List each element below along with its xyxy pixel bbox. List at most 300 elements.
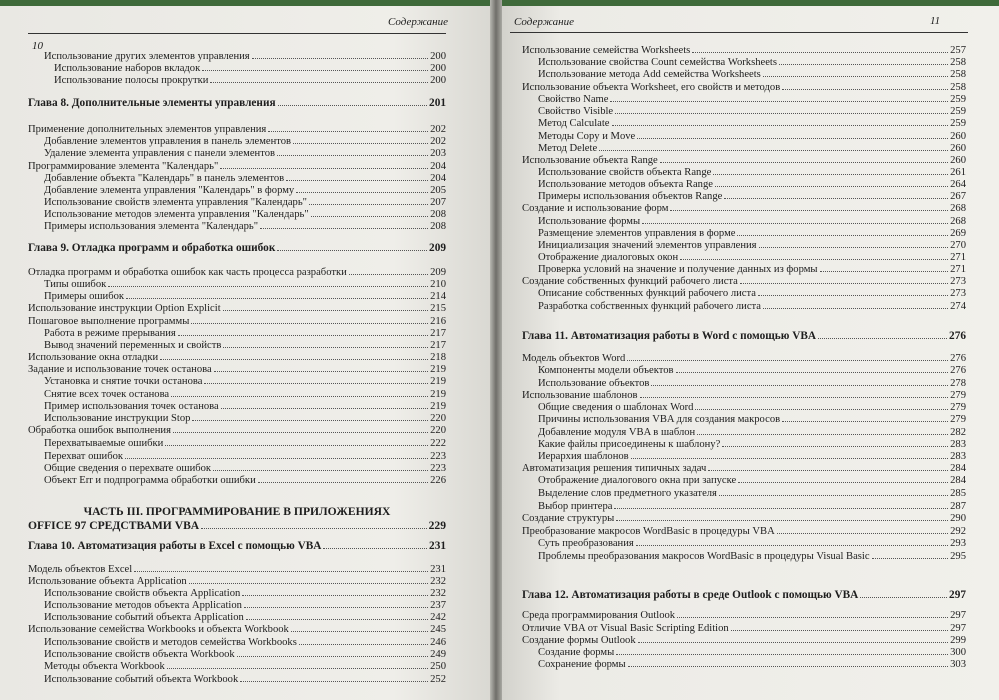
entry-page-number: 219 bbox=[430, 364, 446, 375]
toc-entry bbox=[522, 68, 966, 81]
page-number: 10 bbox=[32, 40, 43, 52]
entry-title: Использование событий объекта Application bbox=[44, 612, 244, 623]
entry-title: Отображение диалогового окна при запуске bbox=[538, 475, 737, 486]
dot-leader bbox=[252, 58, 428, 59]
dot-leader bbox=[724, 198, 948, 199]
entry-page-number: 284 bbox=[950, 463, 966, 474]
entry-page-number: 279 bbox=[950, 390, 966, 401]
entry-page-number: 249 bbox=[430, 649, 446, 660]
toc-entry bbox=[28, 660, 446, 673]
entry-page-number: 285 bbox=[950, 488, 966, 499]
dot-leader bbox=[277, 250, 427, 251]
dot-leader bbox=[782, 89, 948, 90]
entry-title: Создание формы Outlook bbox=[522, 635, 636, 646]
entry-page-number: 300 bbox=[950, 647, 966, 658]
dot-leader bbox=[616, 520, 948, 521]
entry-title: Использование свойств объекта Workbook bbox=[44, 649, 235, 660]
entry-title: Пример использования точек останова bbox=[44, 401, 219, 412]
dot-leader bbox=[171, 396, 428, 397]
dot-leader bbox=[108, 286, 428, 287]
dot-leader bbox=[731, 630, 948, 631]
entry-page-number: 231 bbox=[429, 540, 446, 552]
entry-title: Использование формы bbox=[538, 216, 641, 227]
entry-title: Глава 8. Дополнительные элементы управления bbox=[28, 97, 276, 109]
entry-page-number: 200 bbox=[430, 51, 446, 62]
entry-page-number: 297 bbox=[950, 610, 966, 621]
entry-title: Использование методов объекта Application bbox=[44, 600, 242, 611]
entry-title: Удаление элемента управления с панели элементов bbox=[44, 148, 275, 159]
entry-title: Проблемы преобразования макросов WordBasic в процедуры Visual Basic bbox=[538, 551, 870, 562]
entry-page-number: 273 bbox=[950, 276, 966, 287]
dot-leader bbox=[244, 607, 428, 608]
book-gutter bbox=[490, 0, 502, 700]
entry-page-number: 261 bbox=[950, 167, 966, 178]
entry-title: Перехват ошибок bbox=[44, 451, 124, 462]
dot-leader bbox=[637, 138, 948, 139]
dot-leader bbox=[677, 617, 948, 618]
entry-page-number: 220 bbox=[430, 413, 446, 424]
entry-page-number: 205 bbox=[430, 185, 446, 196]
toc-chapter-entry bbox=[28, 540, 446, 553]
dot-leader bbox=[125, 458, 428, 459]
entry-page-number: 268 bbox=[950, 203, 966, 214]
entry-title: Работа в режиме прерывания bbox=[44, 328, 176, 339]
entry-title: Преобразование макросов WordBasic в процедуры VBA bbox=[522, 526, 775, 537]
entry-page-number: 270 bbox=[950, 240, 966, 251]
entry-page-number: 215 bbox=[430, 303, 446, 314]
entry-page-number: 295 bbox=[950, 551, 966, 562]
toc-entry bbox=[522, 364, 966, 377]
entry-title: Перехватываемые ошибки bbox=[44, 438, 164, 449]
dot-leader bbox=[178, 335, 428, 336]
entry-title: Сохранение формы bbox=[538, 659, 626, 670]
entry-title: Автоматизация решения типичных задач bbox=[522, 463, 707, 474]
toc-entry bbox=[522, 287, 966, 300]
entry-page-number: 297 bbox=[950, 623, 966, 634]
dot-leader bbox=[763, 76, 948, 77]
dot-leader bbox=[610, 101, 948, 102]
dot-leader bbox=[192, 420, 428, 421]
dot-leader bbox=[695, 409, 948, 410]
toc-entry bbox=[28, 673, 446, 686]
entry-page-number: 258 bbox=[950, 69, 966, 80]
entry-title: Причины использования VBA для создания макросов bbox=[538, 414, 781, 425]
entry-title: Использование окна отладки bbox=[28, 352, 159, 363]
entry-title: Использование полосы прокрутки bbox=[54, 75, 209, 86]
toc-entry bbox=[28, 424, 446, 437]
entry-page-number: 276 bbox=[950, 353, 966, 364]
entry-page-number: 283 bbox=[950, 451, 966, 462]
toc-entry bbox=[28, 302, 446, 315]
entry-page-number: 204 bbox=[430, 173, 446, 184]
dot-leader bbox=[737, 235, 948, 236]
entry-page-number: 226 bbox=[430, 475, 446, 486]
toc-entry bbox=[28, 437, 446, 450]
entry-title: Использование объекта Worksheet, его свойств и методов bbox=[522, 82, 781, 93]
entry-title: Вывод значений переменных и свойств bbox=[44, 340, 222, 351]
entry-page-number: 229 bbox=[428, 519, 446, 532]
entry-title: Программирование элемента "Календарь" bbox=[28, 161, 219, 172]
dot-leader bbox=[173, 432, 428, 433]
entry-title: Проверка условий на значение и получение данных из формы bbox=[538, 264, 818, 275]
entry-title: Использование других элементов управления bbox=[44, 51, 250, 62]
entry-page-number: 259 bbox=[950, 94, 966, 105]
entry-title: Добавление объекта "Календарь" в панель элементов bbox=[44, 173, 285, 184]
entry-page-number: 217 bbox=[430, 340, 446, 351]
entry-page-number: 260 bbox=[950, 143, 966, 154]
dot-leader bbox=[221, 408, 428, 409]
dot-leader bbox=[627, 360, 948, 361]
entry-page-number: 268 bbox=[950, 216, 966, 227]
dot-leader bbox=[160, 359, 428, 360]
toc-entry bbox=[522, 609, 966, 622]
entry-title: Модель объектов Excel bbox=[28, 564, 133, 575]
entry-page-number: 252 bbox=[430, 674, 446, 685]
dot-leader bbox=[223, 347, 428, 348]
dot-leader bbox=[782, 421, 948, 422]
toc-entry bbox=[28, 474, 446, 487]
dot-leader bbox=[299, 644, 428, 645]
entry-page-number: 223 bbox=[430, 463, 446, 474]
entry-title: Какие файлы присоединены к шаблону? bbox=[538, 439, 721, 450]
dot-leader bbox=[189, 583, 428, 584]
entry-page-number: 267 bbox=[950, 191, 966, 202]
entry-page-number: 208 bbox=[430, 209, 446, 220]
toc-entry bbox=[28, 623, 446, 636]
entry-page-number: 214 bbox=[430, 291, 446, 302]
entry-title: Свойство Visible bbox=[538, 106, 614, 117]
entry-page-number: 284 bbox=[950, 475, 966, 486]
entry-page-number: 217 bbox=[430, 328, 446, 339]
entry-title: Использование семейства Workbooks и объекта Workbook bbox=[28, 624, 289, 635]
entry-title: Использование свойств объекта Range bbox=[538, 167, 712, 178]
entry-title: Использование событий объекта Workbook bbox=[44, 674, 239, 685]
entry-title: Модель объектов Word bbox=[522, 353, 626, 364]
toc-entry bbox=[28, 147, 446, 160]
entry-page-number: 202 bbox=[430, 124, 446, 135]
entry-title: Примеры использования элемента "Календарь" bbox=[44, 221, 259, 232]
entry-page-number: 250 bbox=[430, 661, 446, 672]
dot-leader bbox=[291, 631, 428, 632]
dot-leader bbox=[309, 204, 428, 205]
dot-leader bbox=[214, 371, 428, 372]
toc-entry bbox=[522, 512, 966, 525]
entry-title: Использование наборов вкладок bbox=[54, 63, 201, 74]
entry-title: Создание и использование форм bbox=[522, 203, 669, 214]
entry-title: Инициализация значений элементов управления bbox=[538, 240, 757, 251]
entry-page-number: 292 bbox=[950, 526, 966, 537]
entry-page-number: 290 bbox=[950, 513, 966, 524]
entry-title: Иерархия шаблонов bbox=[538, 451, 629, 462]
entry-title: OFFICE 97 СРЕДСТВАМИ VBA bbox=[28, 519, 200, 532]
entry-page-number: 222 bbox=[430, 438, 446, 449]
entry-page-number: 202 bbox=[430, 136, 446, 147]
entry-page-number: 203 bbox=[430, 148, 446, 159]
entry-title: Задание и использование точек останова bbox=[28, 364, 212, 375]
entry-page-number: 274 bbox=[950, 301, 966, 312]
entry-page-number: 269 bbox=[950, 228, 966, 239]
entry-page-number: 260 bbox=[950, 155, 966, 166]
dot-leader bbox=[779, 64, 948, 65]
dot-leader bbox=[777, 533, 948, 534]
dot-leader bbox=[246, 619, 428, 620]
entry-title: Использование объекта Range bbox=[522, 155, 658, 166]
entry-page-number: 231 bbox=[430, 564, 446, 575]
dot-leader bbox=[258, 482, 428, 483]
header-rule bbox=[28, 33, 446, 34]
entry-page-number: 282 bbox=[950, 427, 966, 438]
entry-page-number: 279 bbox=[950, 402, 966, 413]
entry-page-number: 273 bbox=[950, 288, 966, 299]
entry-title: Использование объектов bbox=[538, 378, 650, 389]
dot-leader bbox=[599, 150, 948, 151]
dot-leader bbox=[660, 162, 948, 163]
entry-title: Использование методов объекта Range bbox=[538, 179, 713, 190]
entry-page-number: 246 bbox=[430, 637, 446, 648]
entry-title: Создание структуры bbox=[522, 513, 615, 524]
toc-entry bbox=[522, 550, 966, 563]
dot-leader bbox=[722, 446, 948, 447]
dot-leader bbox=[126, 298, 428, 299]
dot-leader bbox=[615, 113, 948, 114]
toc-chapter-entry bbox=[522, 589, 966, 602]
entry-title: Добавление модуля VBA в шаблон bbox=[538, 427, 696, 438]
entry-page-number: 283 bbox=[950, 439, 966, 450]
dot-leader bbox=[277, 155, 428, 156]
entry-title: Использование свойств объекта Application bbox=[44, 588, 241, 599]
dot-leader bbox=[311, 216, 428, 217]
entry-title: Добавление элемента управления "Календарь" в форму bbox=[44, 185, 295, 196]
entry-title: Использование объекта Application bbox=[28, 576, 187, 587]
toc-entry bbox=[522, 117, 966, 130]
dot-leader bbox=[820, 271, 949, 272]
dot-leader bbox=[323, 548, 427, 549]
entry-title: Разработка собственных функций рабочего листа bbox=[538, 301, 762, 312]
entry-page-number: 219 bbox=[430, 401, 446, 412]
dot-leader bbox=[860, 597, 947, 598]
dot-leader bbox=[676, 372, 949, 373]
dot-leader bbox=[612, 125, 949, 126]
dot-leader bbox=[818, 338, 947, 339]
dot-leader bbox=[680, 259, 948, 260]
toc-entry bbox=[522, 658, 966, 671]
dot-leader bbox=[763, 308, 948, 309]
dot-leader bbox=[165, 445, 428, 446]
dot-leader bbox=[758, 295, 948, 296]
dot-leader bbox=[614, 508, 948, 509]
entry-title: Применение дополнительных элементов управления bbox=[28, 124, 267, 135]
entry-title: Снятие всех точек останова bbox=[44, 389, 170, 400]
dot-leader bbox=[213, 470, 428, 471]
dot-leader bbox=[296, 192, 428, 193]
entry-page-number: 271 bbox=[950, 252, 966, 263]
entry-title: Выделение слов предметного указателя bbox=[538, 488, 717, 499]
entry-page-number: 216 bbox=[430, 316, 446, 327]
dot-leader bbox=[223, 310, 428, 311]
entry-title: ЧАСТЬ III. ПРОГРАММИРОВАНИЕ В ПРИЛОЖЕНИЯХ bbox=[83, 505, 391, 518]
dot-leader bbox=[616, 654, 948, 655]
entry-title: Использование инструкции Option Explicit bbox=[28, 303, 221, 314]
entry-page-number: 245 bbox=[430, 624, 446, 635]
entry-page-number: 293 bbox=[950, 538, 966, 549]
dot-leader bbox=[713, 174, 948, 175]
dot-leader bbox=[260, 228, 428, 229]
dot-leader bbox=[242, 595, 428, 596]
entry-title: Использование инструкции Stop bbox=[44, 413, 191, 424]
entry-title: Примеры ошибок bbox=[44, 291, 125, 302]
entry-title: Размещение элементов управления в форме bbox=[538, 228, 736, 239]
entry-title: Отладка программ и обработка ошибок как часть процесса разработки bbox=[28, 267, 347, 278]
entry-page-number: 207 bbox=[430, 197, 446, 208]
toc-entry bbox=[28, 375, 446, 388]
dot-leader bbox=[201, 528, 426, 529]
entry-title: Выбор принтера bbox=[538, 501, 613, 512]
entry-page-number: 276 bbox=[949, 330, 966, 342]
entry-page-number: 201 bbox=[429, 97, 446, 109]
entry-page-number: 242 bbox=[430, 612, 446, 623]
dot-leader bbox=[220, 168, 428, 169]
entry-title: Общие сведения о перехвате ошибок bbox=[44, 463, 212, 474]
entry-page-number: 219 bbox=[430, 376, 446, 387]
toc-entry bbox=[522, 537, 966, 550]
entry-title: Описание собственных функций рабочего листа bbox=[538, 288, 756, 299]
entry-title: Глава 12. Автоматизация работы в среде Outlook с помощью VBA bbox=[522, 589, 859, 601]
entry-title: Метод Calculate bbox=[538, 118, 610, 129]
entry-page-number: 303 bbox=[950, 659, 966, 670]
entry-title: Использование свойства Count семейства Worksheets bbox=[538, 57, 777, 68]
entry-title: Методы объекта Workbook bbox=[44, 661, 165, 672]
entry-page-number: 223 bbox=[430, 451, 446, 462]
entry-title: Глава 11. Автоматизация работы в Word с помощью VBA bbox=[522, 330, 817, 342]
dot-leader bbox=[642, 223, 948, 224]
toc-part-entry bbox=[28, 505, 446, 519]
toc-entry bbox=[522, 202, 966, 215]
entry-page-number: 208 bbox=[430, 221, 446, 232]
entry-title: Метод Delete bbox=[538, 143, 598, 154]
entry-title: Отображение диалоговых окон bbox=[538, 252, 679, 263]
toc-entry bbox=[522, 300, 966, 313]
toc-chapter-entry bbox=[28, 97, 446, 110]
dot-leader bbox=[349, 274, 428, 275]
entry-title: Использование свойств элемента управления "Календарь" bbox=[44, 197, 308, 208]
entry-page-number: 232 bbox=[430, 588, 446, 599]
dot-leader bbox=[697, 434, 948, 435]
dot-leader bbox=[278, 105, 427, 106]
entry-page-number: 264 bbox=[950, 179, 966, 190]
header-rule bbox=[510, 32, 968, 33]
dot-leader bbox=[167, 668, 428, 669]
entry-page-number: 278 bbox=[950, 378, 966, 389]
entry-title: Примеры использования объектов Range bbox=[538, 191, 723, 202]
entry-title: Использование шаблонов bbox=[522, 390, 638, 401]
entry-title: Общие сведения о шаблонах Word bbox=[538, 402, 694, 413]
entry-page-number: 259 bbox=[950, 106, 966, 117]
entry-page-number: 210 bbox=[430, 279, 446, 290]
dot-leader bbox=[202, 70, 428, 71]
entry-title: Пошаговое выполнение программы bbox=[28, 316, 190, 327]
entry-page-number: 232 bbox=[430, 576, 446, 587]
entry-page-number: 279 bbox=[950, 414, 966, 425]
entry-page-number: 209 bbox=[430, 267, 446, 278]
entry-page-number: 200 bbox=[430, 63, 446, 74]
entry-page-number: 297 bbox=[949, 589, 966, 601]
entry-title: Типы ошибок bbox=[44, 279, 107, 290]
entry-page-number: 299 bbox=[950, 635, 966, 646]
entry-page-number: 258 bbox=[950, 82, 966, 93]
dot-leader bbox=[708, 470, 948, 471]
dot-leader bbox=[293, 143, 428, 144]
entry-title: Обработка ошибок выполнения bbox=[28, 425, 171, 436]
dot-leader bbox=[237, 656, 428, 657]
dot-leader bbox=[286, 180, 428, 181]
entry-page-number: 259 bbox=[950, 118, 966, 129]
entry-title: Использование семейства Worksheets bbox=[522, 45, 691, 56]
entry-title: Свойство Name bbox=[538, 94, 609, 105]
entry-title: Создание формы bbox=[538, 647, 615, 658]
page-header: Содержание bbox=[514, 16, 575, 28]
dot-leader bbox=[692, 52, 948, 53]
entry-page-number: 237 bbox=[430, 600, 446, 611]
dot-leader bbox=[651, 385, 948, 386]
toc-part-entry bbox=[28, 519, 446, 533]
entry-page-number: 219 bbox=[430, 389, 446, 400]
entry-title: Установка и снятие точки останова bbox=[44, 376, 203, 387]
dot-leader bbox=[638, 642, 948, 643]
entry-page-number: 260 bbox=[950, 131, 966, 142]
entry-page-number: 220 bbox=[430, 425, 446, 436]
toc-entry bbox=[28, 220, 446, 233]
dot-leader bbox=[738, 482, 948, 483]
page-number: 11 bbox=[930, 15, 941, 27]
dot-leader bbox=[210, 82, 428, 83]
dot-leader bbox=[628, 666, 949, 667]
entry-title: Использование свойств и методов семейства Workbooks bbox=[44, 637, 297, 648]
dot-leader bbox=[636, 545, 948, 546]
toc-chapter-entry bbox=[522, 330, 966, 343]
entry-page-number: 218 bbox=[430, 352, 446, 363]
entry-page-number: 204 bbox=[430, 161, 446, 172]
entry-page-number: 258 bbox=[950, 57, 966, 68]
dot-leader bbox=[191, 323, 428, 324]
entry-page-number: 257 bbox=[950, 45, 966, 56]
left-page bbox=[0, 6, 492, 700]
dot-leader bbox=[134, 571, 428, 572]
dot-leader bbox=[204, 383, 428, 384]
entry-title: Отличие VBA от Visual Basic Scripting Edition bbox=[522, 623, 729, 634]
dot-leader bbox=[715, 186, 948, 187]
toc-entry bbox=[522, 487, 966, 500]
dot-leader bbox=[719, 495, 948, 496]
dot-leader bbox=[759, 247, 949, 248]
dot-leader bbox=[268, 131, 428, 132]
entry-title: Среда программирования Outlook bbox=[522, 610, 676, 621]
toc-entry bbox=[522, 413, 966, 426]
entry-title: Глава 9. Отладка программ и обработка ошибок bbox=[28, 242, 276, 254]
toc-entry bbox=[522, 474, 966, 487]
entry-title: Компоненты модели объектов bbox=[538, 365, 674, 376]
dot-leader bbox=[631, 458, 948, 459]
entry-page-number: 200 bbox=[430, 75, 446, 86]
entry-title: Добавление элементов управления в панель элементов bbox=[44, 136, 292, 147]
toc-entry bbox=[28, 74, 446, 87]
entry-title: Глава 10. Автоматизация работы в Excel с помощью VBA bbox=[28, 540, 322, 552]
page-header: Содержание bbox=[388, 16, 449, 28]
entry-page-number: 276 bbox=[950, 365, 966, 376]
entry-page-number: 287 bbox=[950, 501, 966, 512]
entry-page-number: 209 bbox=[429, 242, 446, 254]
dot-leader bbox=[240, 681, 428, 682]
entry-title: Использование метода Add семейства Worksheets bbox=[538, 69, 761, 80]
